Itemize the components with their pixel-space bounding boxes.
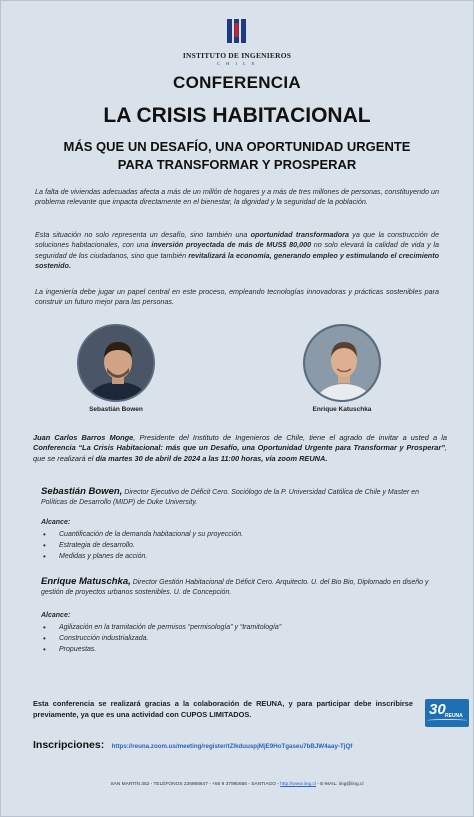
footer-contact xyxy=(1,782,473,787)
speaker-caption-1: Sebastián Bowen xyxy=(89,406,143,413)
intro-p2-emphasis-2: inversión proyectada de más de MUS$ 80,000 xyxy=(151,240,312,250)
logo-country: C H I L E xyxy=(216,61,258,66)
speaker-portrait-icon xyxy=(79,326,155,402)
scope-1-title: Alcance: xyxy=(41,519,71,526)
bio-1-name: Sebastián Bowen, xyxy=(41,486,123,497)
speaker-photo-bowen xyxy=(77,324,155,402)
page-subtitle xyxy=(41,138,433,174)
intro-p2-emphasis-3: revitalizará la economía, generando empleo y estimulando el crecimiento sostenido. xyxy=(35,250,439,270)
closing-note: Esta conferencia se realizará gracias a la colaboración de REUNA, y para participar debe inscribirse previamente, ya que es una actividad con CUPOS LIMITADOS. xyxy=(33,699,413,719)
list-item: • Cuantificación de la demanda habitacional y su proyección. xyxy=(41,529,441,540)
registration-link[interactable]: https://reuna.zoom.us/meeting/register/tZIkduuspjMjE9HoTgaseu7bBJW4aay-TjQf xyxy=(111,743,353,750)
invite-date-time: día martes 30 de abril de 2024 a las 11:00 horas, vía zoom REUNA. xyxy=(95,453,328,463)
institute-logo-icon xyxy=(222,17,252,45)
conference-label: CONFERENCIA xyxy=(173,73,301,92)
bio-2-name: Enrique Matuschka, xyxy=(41,576,131,587)
invite-conference-title: Conferencia “La Crisis Habitacional: más que un Desafío, una Oportunidad Urgente para Transformar y Prosperar” xyxy=(33,443,445,453)
reuna-swoosh-icon xyxy=(427,719,467,722)
scope-2-title: Alcance: xyxy=(41,612,71,619)
subtitle-line-2: PARA TRANSFORMAR Y PROSPERAR xyxy=(117,157,357,172)
institute-logo xyxy=(1,17,473,66)
reuna-30-logo xyxy=(425,699,469,727)
speaker-2-scope xyxy=(41,612,441,655)
registration-line xyxy=(33,735,352,753)
intro-paragraph-1: La falta de viviendas adecuadas afecta a más de un millón de hogares y a más de tres millones de personas, constituyendo un problema relevante que impacta directamente en el bienestar, la dignidad y la seguridad de la población. xyxy=(35,187,439,207)
list-item: • Estrategia de desarrollo. xyxy=(41,540,441,551)
logo-institute-name: INSTITUTO DE INGENIEROS xyxy=(182,51,292,60)
invite-text-b: , que se realizará el xyxy=(33,443,447,463)
footer-website-link[interactable]: http://www.iing.cl xyxy=(280,782,316,787)
list-item: • Agilización en la tramitación de permisos “permisología” y “tramitología” xyxy=(41,622,441,633)
scope-2-list xyxy=(41,622,441,655)
list-item: • Construcción industrializada. xyxy=(41,633,441,644)
reuna-label: REUNA xyxy=(445,713,463,719)
invite-text-a: , Presidente del Instituto de Ingenieros de Chile, tiene el agrado de invitar a usted a la xyxy=(133,433,447,442)
intro-p2-emphasis-1: oportunidad transformadora xyxy=(250,230,349,239)
speaker-1-scope xyxy=(41,519,441,562)
scope-1-list xyxy=(41,529,441,562)
intro-paragraph-3: La ingeniería debe jugar un papel central en este proceso, empleando tecnologías innovadoras y prácticas sostenibles para construir un futuro mejor para las personas. xyxy=(35,287,439,307)
registration-label: Inscripciones: xyxy=(33,739,105,751)
footer-email: - E-MAIL: iing@iing.cl xyxy=(316,782,364,787)
invitation-paragraph xyxy=(33,433,447,464)
speaker-caption-2: Enrique Katuschka xyxy=(312,406,372,413)
bio-2-text: Director Gestión Habitacional de Déficit Cero. Arquitecto. U. del Bio Bio, Diplomado en diseño y gestión de proyectos urbanos sostenibles. U. de Concepción. xyxy=(41,579,429,596)
list-item: • Medidas y planes de acción. xyxy=(41,551,441,562)
reuna-anniversary-number: 30 xyxy=(429,701,446,718)
footer-address: SAN MARTÍN 352 - TELÉFONOS 226968647 - +56 9 37980656 - SANTIAGO - xyxy=(110,782,281,787)
speaker-photo-matuschka xyxy=(303,324,381,402)
invite-host-name: Juan Carlos Barros Monge xyxy=(33,433,134,442)
list-item: • Propuestas. xyxy=(41,644,441,655)
intro-p2-text-b: ya que la construcción de soluciones habitacionales, con una xyxy=(35,230,439,250)
intro-paragraph-2 xyxy=(35,230,439,271)
bio-1-text: Director Ejecutivo de Déficit Cero. Sociólogo de la P. Universidad Católica de Chile y Master en Políticas de Desarrollo (MIDP) de Duke University. xyxy=(41,489,420,506)
intro-p2-text-a: Esta situación no solo representa un desafío, sino también una xyxy=(35,230,251,239)
subtitle-line-1: MÁS QUE UN DESAFÍO, UNA OPORTUNIDAD URGENTE xyxy=(63,139,411,154)
page-title: LA CRISIS HABITACIONAL xyxy=(103,104,371,127)
speaker-bio-2 xyxy=(41,577,441,598)
speaker-portrait-icon xyxy=(305,326,381,402)
speaker-bio-1 xyxy=(41,487,441,508)
intro-p2-text-c: no solo elevará la calidad de vida y la seguridad de los ciudadanos, sino que también xyxy=(35,240,440,260)
